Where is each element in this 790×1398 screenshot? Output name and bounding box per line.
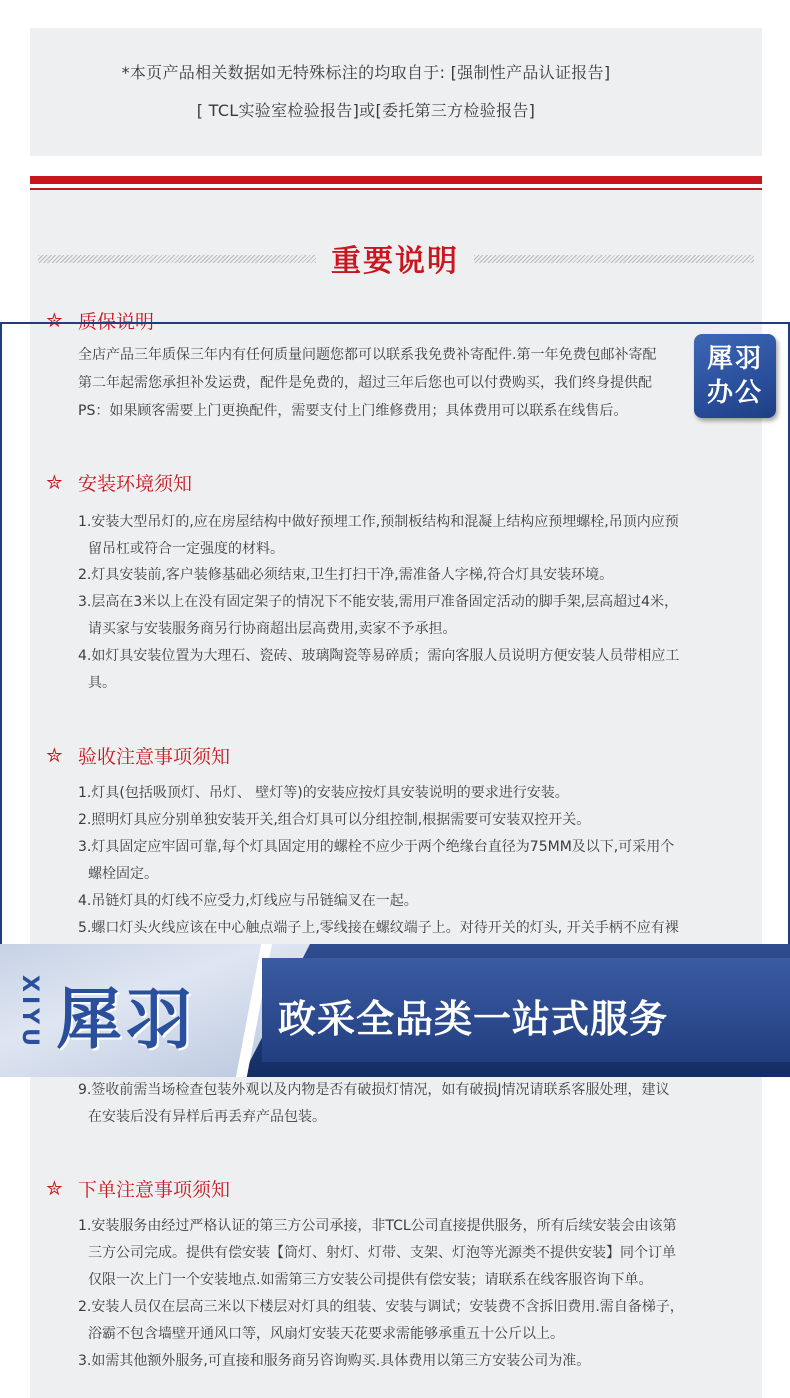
acceptance-line: 5.螺口灯头火线应该在中心触点端子上,零线接在螺纹端子上。对待开关的灯头, 开关手柄不应有裸 bbox=[78, 920, 679, 936]
star-icon: ✮ bbox=[46, 470, 63, 494]
page-title: 重要说明 bbox=[331, 244, 459, 279]
ordering-line: 3.如需其他额外服务,可直接和服务商另咨询购买.具体费用以第三方安装公司为准。 bbox=[78, 1353, 591, 1369]
stamp-text-line-1: 犀羽 bbox=[706, 344, 763, 374]
star-icon: ✮ bbox=[46, 743, 63, 767]
install-env-line: 留吊杠或符合一定强度的材料。 bbox=[88, 541, 284, 557]
banner-vertical-text: XIYU bbox=[17, 974, 42, 1050]
star-icon: ✮ bbox=[46, 308, 63, 332]
divider-red-bar bbox=[30, 176, 762, 184]
star-icon: ✮ bbox=[46, 1176, 63, 1200]
ordering-line: 1.安装服务由经过严格认证的第三方公司承接，非TCL公司直接提供服务，所有后续安装会由该第 bbox=[78, 1218, 677, 1234]
acceptance-line: 1.灯具(包括吸顶灯、吊灯、 壁灯等)的安装应按灯具安装说明的要求进行安装。 bbox=[78, 785, 569, 801]
section-title: 安装环境须知 bbox=[78, 472, 193, 495]
install-env-line: 2.灯具安装前,客户装修基础必须结束,卫生打扫干净,需准备人字梯,符合灯具安装环境。 bbox=[78, 567, 614, 583]
acceptance-line: 3.灯具固定应牢固可靠,每个灯具固定用的螺栓不应少于两个绝缘台直径为75MM及以下,可采用个 bbox=[78, 839, 675, 855]
title-hatch-left bbox=[38, 255, 316, 263]
acceptance-line: 4.吊链灯具的灯线不应受力,灯线应与吊链编叉在一起。 bbox=[78, 893, 418, 909]
install-env-line: 1.安装大型吊灯的,应在房屋结构中做好预埋工作,预制板结构和混凝上结构应预埋螺栓,吊顶内应预 bbox=[78, 514, 679, 530]
section-title: 验收注意事项须知 bbox=[78, 745, 231, 768]
ordering-line: 浴霸不包含墙壁开通风口等，风扇灯安装天花要求需能够承重五十公斤以上。 bbox=[88, 1326, 564, 1342]
source-note-line-2: [ TCL实验室检验报告]或[委托第三方检验报告] bbox=[196, 101, 536, 120]
warranty-line: 全店产品三年质保三年内有任何质量问题您都可以联系我免费补寄配件.第一年免费包邮补寄配 bbox=[78, 347, 657, 363]
install-env-line: 请买家与安装服务商另行协商超出层高费用,卖家不予承担。 bbox=[88, 621, 457, 637]
install-env-line: 具。 bbox=[88, 675, 116, 691]
source-note-line-1: *本页产品相关数据如无特殊标注的均取自于: [强制性产品认证报告] bbox=[121, 63, 611, 82]
section-header-acceptance bbox=[46, 741, 230, 769]
ordering-line: 三方公司完成。提供有偿安装【筒灯、射灯、灯带、支架、灯泡等光源类不提供安装】同个订单 bbox=[88, 1245, 676, 1261]
warranty-line: PS：如果顾客需要上门更换配件，需要支付上门维修费用；具体费用可以联系在线售后。 bbox=[78, 403, 628, 419]
acceptance-line: 在安装后没有异样后再丢弃产品包装。 bbox=[88, 1109, 326, 1125]
warranty-line: 第二年起需您承担补发运费，配件是免费的，超过三年后您也可以付费购买，我们终身提供配 bbox=[78, 375, 652, 391]
source-note-panel bbox=[30, 28, 762, 156]
banner-brand-logo: 犀羽 bbox=[56, 981, 196, 1058]
section-header-ordering bbox=[46, 1174, 230, 1202]
acceptance-line: 螺栓固定。 bbox=[88, 866, 158, 882]
stamp-text-line-2: 办公 bbox=[706, 378, 763, 408]
section-title: 下单注意事项须知 bbox=[78, 1178, 231, 1201]
install-env-line: 4.如灯具安装位置为大理石、瓷砖、玻璃陶瓷等易碎质；需向客服人员说明方便安装人员带相应工 bbox=[78, 648, 680, 664]
ordering-line: 2.安装人员仅在层高三米以下楼层对灯具的组装、安装与调试；安装费不含拆旧费用.需自备梯子， bbox=[78, 1299, 684, 1315]
section-header-warranty bbox=[46, 306, 154, 334]
watermark-stamp bbox=[694, 334, 776, 418]
ordering-line: 仅限一次上门一个安装地点.如需第三方安装公司提供有偿安装；请联系在线客服咨询下单。 bbox=[88, 1272, 653, 1288]
watermark-banner bbox=[0, 944, 790, 1077]
acceptance-line: 2.照明灯具应分别单独安装开关,组合灯具可以分组控制,根据需要可安装双控开关。 bbox=[78, 812, 591, 828]
banner-slogan: 政采全品类一站式服务 bbox=[278, 997, 669, 1041]
title-hatch-right bbox=[474, 255, 754, 263]
acceptance-line: 9.签收前需当场检查包装外观以及内物是否有破损灯情况，如有破损J情况请联系客服处理，建议 bbox=[78, 1082, 670, 1098]
section-title: 质保说明 bbox=[78, 310, 155, 333]
section-header-install-environment bbox=[46, 468, 192, 496]
install-env-line: 3.层高在3米以上在没有固定架子的情况下不能安装,需用戸准备固定活动的脚手架,层高超过4米， bbox=[78, 594, 679, 610]
